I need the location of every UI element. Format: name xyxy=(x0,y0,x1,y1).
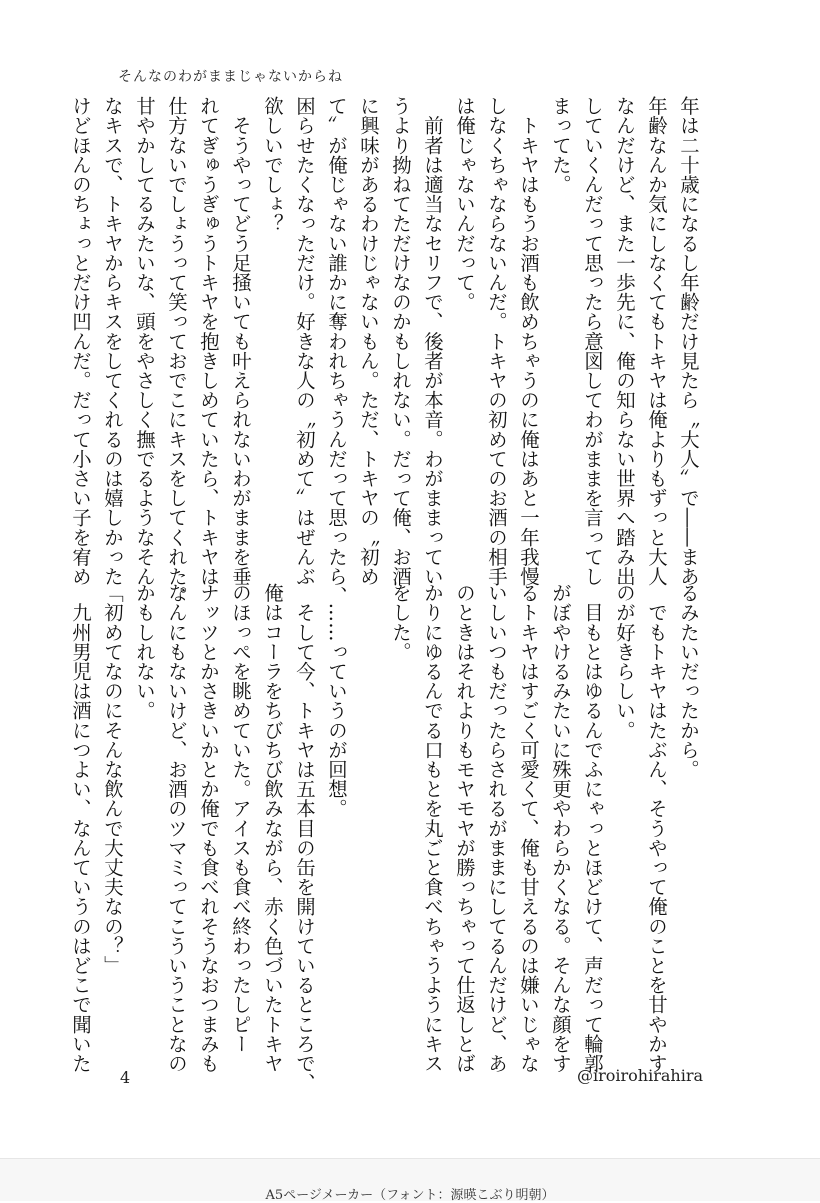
text-line: のときはそれよりもモヤモヤが勝っちゃって仕返しとば xyxy=(453,583,476,1073)
running-header: そんなのわがままじゃないからね xyxy=(118,69,343,85)
text-line: 甘やかしてるみたいな、頭をやさしく撫でるようなそん xyxy=(133,96,156,586)
text-line: そうやってどう足掻いても叶えられないわがままを垂 xyxy=(229,96,252,586)
text-line: るみたいだったから。 xyxy=(677,583,700,779)
text-line: れてぎゅうぎゅうトキヤを抱きしめていたら、トキヤは xyxy=(197,96,220,586)
text-line: 前者は適当なセリフで、後者が本音。わがままってい xyxy=(421,96,444,586)
text-line: 「初めてなのにそんな飲んで大丈夫なの？」 xyxy=(101,583,124,975)
text-line xyxy=(354,583,382,1048)
text-line: 俺はコーラをちびちび飲みながら、赤く色づいたトキヤ xyxy=(261,583,284,1073)
text-line: て〟が俺じゃない誰かに奪われちゃうんだって思ったら、 xyxy=(325,96,348,606)
text-line: なんにもないけど、お酒のツマミってこういうことなの xyxy=(165,583,188,1073)
text-line: のが好きらしい。 xyxy=(613,583,636,740)
text-line: いしいつもだったらされるがままにしてるんだけど、あ xyxy=(485,583,508,1073)
text-line: のほっぺを眺めていた。アイスも食べ終わったしピー xyxy=(229,583,252,1054)
text-line: まってた。 xyxy=(549,96,572,194)
text-line: ……っていうのが回想。 xyxy=(325,583,348,819)
text-line: をした。 xyxy=(389,583,412,662)
text-line: 年齢なんか気にしなくてもトキヤは俺よりもずっと大人 xyxy=(645,96,668,586)
text-line: なんだけど、また一歩先に、俺の知らない世界へ踏み出 xyxy=(613,96,636,586)
text-line: ナッツとかさきいかとか俺でも食べれそうなおつまみも xyxy=(197,583,220,1073)
text-line: かもしれない。 xyxy=(133,583,156,721)
generator-credit: A5ページメーカー（フォント：源暎こぶり明朝） xyxy=(265,1188,555,1203)
text-line: がぼやけるみたいに殊更やわらかくなる。そんな顔をす xyxy=(549,583,572,1073)
text-line: に興味があるわけじゃないもん。ただ、トキヤの〝初め xyxy=(357,96,380,586)
text-line: そして今、トキヤは五本目の缶を開けているところで、 xyxy=(293,583,316,1093)
text-line: るトキヤはすごく可愛くて、俺も甘えるのは嫌いじゃな xyxy=(517,583,540,1073)
text-line: 目もとはゆるんでふにゃっとほどけて、声だって輪郭 xyxy=(581,583,604,1073)
text-line: 年は二十歳になるし年齢だけ見たら〝大人〟で――まあ xyxy=(677,96,700,586)
text-line: は俺じゃないんだって。 xyxy=(453,96,476,312)
text-line: けどほんのちょっとだけ凹んだ。だって小さい子を宥め xyxy=(69,96,92,586)
text-line: なキスで、トキヤからキスをしてくれるのは嬉しかった xyxy=(101,96,124,586)
page-number: 4 xyxy=(120,1068,131,1087)
text-line: 困らせたくなっただけ。好きな人の〝初めて〟はぜんぶ xyxy=(293,96,316,586)
text-line: 九州男児は酒につよい、なんていうのはどこで聞いた xyxy=(69,583,92,1073)
upper-text-block xyxy=(69,96,702,606)
text-line: 欲しいでしょ？ xyxy=(261,96,284,234)
text-line: かりにゆるんでる口もとを丸ごと食べちゃうようにキス xyxy=(421,583,444,1073)
text-line: していくんだって思ったら意図してわがままを言ってし xyxy=(581,96,604,586)
text-line: トキヤはもうお酒も飲めちゃうのに俺はあと一年我慢 xyxy=(517,96,540,586)
text-line: うより拗ねてただけなのかもしれない。だって俺、お酒 xyxy=(389,96,412,586)
text-line: でもトキヤはたぶん、そうやって俺のことを甘やかす xyxy=(645,583,668,1073)
text-line: 仕方ないでしょうって笑っておでこにキスをしてくれた。 xyxy=(165,96,188,606)
text-line: しなくちゃならないんだ。トキヤの初めてのお酒の相手 xyxy=(485,96,508,586)
author-handle: @iroirohirahira xyxy=(576,1066,703,1085)
